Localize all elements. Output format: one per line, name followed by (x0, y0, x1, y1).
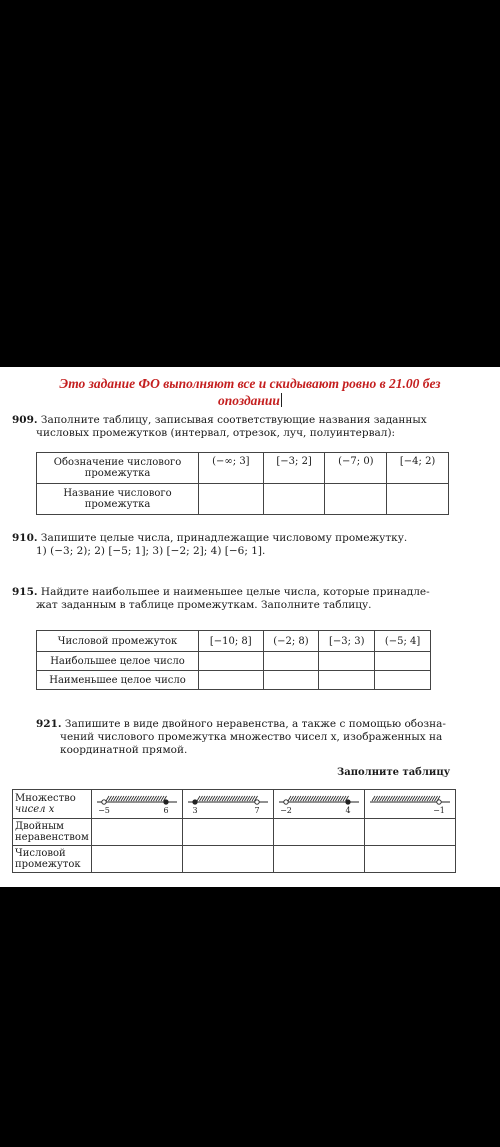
answer-cell[interactable] (263, 652, 319, 671)
exercise-915 (12, 586, 430, 612)
exercise-910 (12, 532, 407, 558)
tick-label-left: 3 (192, 806, 198, 815)
answer-cell[interactable] (273, 819, 364, 846)
hatching (372, 796, 440, 801)
answer-cell[interactable] (319, 671, 375, 690)
answer-cell[interactable] (273, 846, 364, 873)
number-line-cell (182, 790, 273, 819)
right-endpoint (255, 800, 259, 804)
interval-cell: [−4; 2) (387, 453, 449, 484)
answer-cell[interactable] (375, 671, 431, 690)
table-909 (36, 452, 449, 515)
exercise-number: 910. (12, 532, 38, 544)
answer-cell[interactable] (375, 652, 431, 671)
exercise-text: Найдите наибольшее и наименьшее целые числа, которые принадле- (40, 586, 430, 598)
exercise-text: Заполните таблицу, записывая соответствующие названия заданных (40, 414, 427, 426)
table-row (13, 790, 456, 819)
tick-label-left: −5 (97, 806, 110, 815)
tick-label-right: 7 (254, 806, 260, 815)
teacher-notice (10, 375, 490, 409)
table-915 (36, 630, 431, 690)
answer-cell[interactable] (182, 846, 273, 873)
interval-cell: (−5; 4] (375, 631, 431, 652)
table-row (37, 652, 431, 671)
row-header: Наименьшее целое число (37, 671, 199, 690)
interval-cell: (−2; 8) (263, 631, 319, 652)
exercise-text: жат заданным в таблице промежуткам. Заполните таблицу. (36, 599, 372, 611)
exercise-number: 909. (12, 414, 38, 426)
hatching (106, 796, 167, 801)
table-row (37, 484, 449, 515)
number-line (94, 791, 180, 817)
answer-cell[interactable] (263, 671, 319, 690)
left-endpoint (193, 800, 197, 804)
exercise-909 (12, 414, 427, 440)
interval-cell: [−3; 2] (263, 453, 325, 484)
row-header: Двойным неравенством (13, 819, 92, 846)
answer-cell[interactable] (364, 819, 455, 846)
notice-line-2: опоздании (218, 393, 280, 408)
exercise-text: 1) (−3; 2); 2) [−5; 1]; 3) [−2; 2]; 4) [−6; 1]. (36, 545, 266, 557)
left-endpoint (102, 800, 106, 804)
row-header: Наибольшее целое число (37, 652, 199, 671)
answer-cell[interactable] (199, 484, 264, 515)
exercise-text: Запишите в виде двойного неравенства, а также с помощью обозна- (64, 718, 446, 730)
number-line (276, 791, 362, 817)
number-line-cell (364, 790, 455, 819)
interval-cell: (−∞; 3] (199, 453, 264, 484)
table-row (37, 671, 431, 690)
exercise-number: 915. (12, 586, 38, 598)
row-header: Числовой промежуток (13, 846, 92, 873)
interval-cell: [−3; 3) (319, 631, 375, 652)
tick-label-left: −2 (279, 806, 292, 815)
notice-line-1: Это задание ФО выполняют все и скидывают ровно в 21.00 без (59, 376, 441, 391)
exercise-number: 921. (36, 718, 62, 730)
table-row (37, 453, 449, 484)
exercise-text: чений числового промежутка множество чисел x, изображенных на (60, 731, 443, 743)
answer-cell[interactable] (199, 652, 264, 671)
answer-cell[interactable] (325, 484, 387, 515)
text-cursor (281, 393, 282, 407)
answer-cell[interactable] (199, 671, 264, 690)
left-endpoint (284, 800, 288, 804)
tick-label-right: 6 (163, 806, 169, 815)
exercise-text: координатной прямой. (60, 744, 188, 756)
textbook-page (0, 367, 500, 887)
right-endpoint (437, 800, 441, 804)
answer-cell[interactable] (364, 846, 455, 873)
right-endpoint (346, 800, 350, 804)
answer-cell[interactable] (319, 652, 375, 671)
tick-label-right: −1 (432, 806, 445, 815)
answer-cell[interactable] (91, 819, 182, 846)
table-row (13, 819, 456, 846)
interval-cell: (−7; 0) (325, 453, 387, 484)
answer-cell[interactable] (263, 484, 325, 515)
number-line-cell (91, 790, 182, 819)
answer-cell[interactable] (387, 484, 449, 515)
row-header: Название числового промежутка (37, 484, 199, 515)
table-row (37, 631, 431, 652)
answer-cell[interactable] (91, 846, 182, 873)
row-header: Множество чисел x (13, 790, 92, 819)
exercise-text: числовых промежутков (интервал, отрезок, луч, полуинтервал): (36, 427, 396, 439)
number-line-cell (273, 790, 364, 819)
right-endpoint (164, 800, 168, 804)
row-header: Числовой промежуток (37, 631, 199, 652)
answer-cell[interactable] (182, 819, 273, 846)
interval-cell: [−10; 8] (199, 631, 264, 652)
hatching (288, 796, 349, 801)
hatching (197, 796, 258, 801)
number-line (367, 791, 453, 817)
exercise-921 (36, 718, 446, 757)
table-921 (12, 789, 456, 873)
exercise-text: Запишите целые числа, принадлежащие числовому промежутку. (40, 532, 408, 544)
table-row (13, 846, 456, 873)
row-header: Обозначение числового промежутка (37, 453, 199, 484)
number-line (185, 791, 271, 817)
tick-label-right: 4 (345, 806, 351, 815)
fill-table-label: Заполните таблицу (337, 767, 451, 778)
